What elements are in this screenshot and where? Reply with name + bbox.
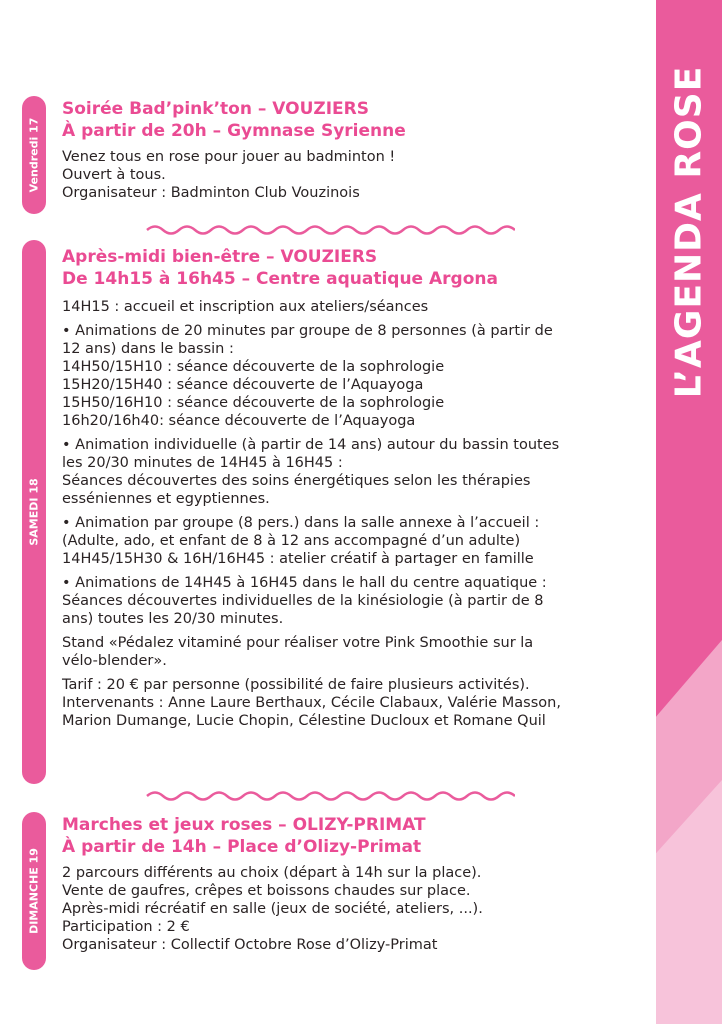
event-line: Séances découvertes des soins énergétiques selon les thérapies [62,473,531,489]
event-subtitle: De 14h15 à 16h45 – Centre aquatique Argona [62,269,498,289]
event-line: vélo-blender». [62,653,167,669]
event-line: 14H15 : accueil et inscription aux ateliers/séances [62,299,429,315]
event-line: esséniennes et egyptiennes. [62,491,270,507]
event-saturday [62,246,647,730]
event-line: Vente de gaufres, crêpes et boissons chaudes sur place. [62,883,471,899]
day-tag-saturday [22,240,46,784]
day-tag-sunday [22,812,46,970]
event-line: Stand «Pédalez vitaminé pour réaliser votre Pink Smoothie sur la [62,635,534,651]
event-line: 16h20/16h40: séance découverte de l’Aquayoga [62,413,416,429]
event-line: 12 ans) dans le bassin : [62,341,234,357]
event-line: • Animation individuelle (à partir de 14 ans) autour du bassin toutes [62,437,560,453]
event-line: Après-midi récréatif en salle (jeux de société, ateliers, ...). [62,901,483,917]
event-line: Ouvert à tous. [62,167,166,183]
event-line: Organisateur : Badminton Club Vouzinois [62,185,360,201]
day-label-saturday: SAMEDI 18 [27,478,41,546]
day-label-sunday: DIMANCHE 19 [27,848,41,934]
event-line: Organisateur : Collectif Octobre Rose d’Olizy-Primat [62,937,438,953]
event-body [62,298,647,730]
event-body [62,864,647,954]
event-line: (Adulte, ado, et enfant de 8 à 12 ans accompagné d’un adulte) [62,533,521,549]
event-line: Tarif : 20 € par personne (possibilité de faire plusieurs activités). [62,677,530,693]
event-friday [62,98,647,202]
event-subtitle: À partir de 20h – Gymnase Syrienne [62,121,406,141]
event-line: 15H50/16H10 : séance découverte de la sophrologie [62,395,445,411]
event-title: Soirée Bad’pink’ton – VOUZIERS [62,99,369,119]
event-line: 14H45/15H30 & 16H/16H45 : atelier créatif à partager en famille [62,551,534,567]
event-title: Marches et jeux roses – OLIZY-PRIMAT [62,815,426,835]
wave-divider [145,788,515,804]
event-line: 14H50/15H10 : séance découverte de la sophrologie [62,359,445,375]
day-label-friday: Vendredi 17 [27,117,41,193]
event-line: • Animations de 14H45 à 16H45 dans le hall du centre aquatique : [62,575,547,591]
event-subtitle: À partir de 14h – Place d’Olizy-Primat [62,837,422,857]
event-line: Marion Dumange, Lucie Chopin, Célestine Ducloux et Romane Quil [62,713,546,729]
day-tag-friday [22,96,46,214]
event-line: • Animation par groupe (8 pers.) dans la salle annexe à l’accueil : [62,515,540,531]
wave-divider [145,222,515,238]
event-line: les 20/30 minutes de 14H45 à 16H45 : [62,455,343,471]
event-line: Venez tous en rose pour jouer au badminton ! [62,149,396,165]
event-line: • Animations de 20 minutes par groupe de 8 personnes (à partir de [62,323,553,339]
event-line: 15H20/15H40 : séance découverte de l’Aquayoga [62,377,424,393]
event-sunday [62,814,647,954]
agenda-title: L’AGENDA ROSE [668,65,710,399]
event-title: Après-midi bien-être – VOUZIERS [62,247,378,267]
event-line: ans) toutes les 20/30 minutes. [62,611,284,627]
event-line: Intervenants : Anne Laure Berthaux, Cécile Clabaux, Valérie Masson, [62,695,561,711]
event-body [62,148,647,202]
event-line: Séances découvertes individuelles de la kinésiologie (à partir de 8 [62,593,544,609]
event-line: Participation : 2 € [62,919,190,935]
event-line: 2 parcours différents au choix (départ à 14h sur la place). [62,865,482,881]
